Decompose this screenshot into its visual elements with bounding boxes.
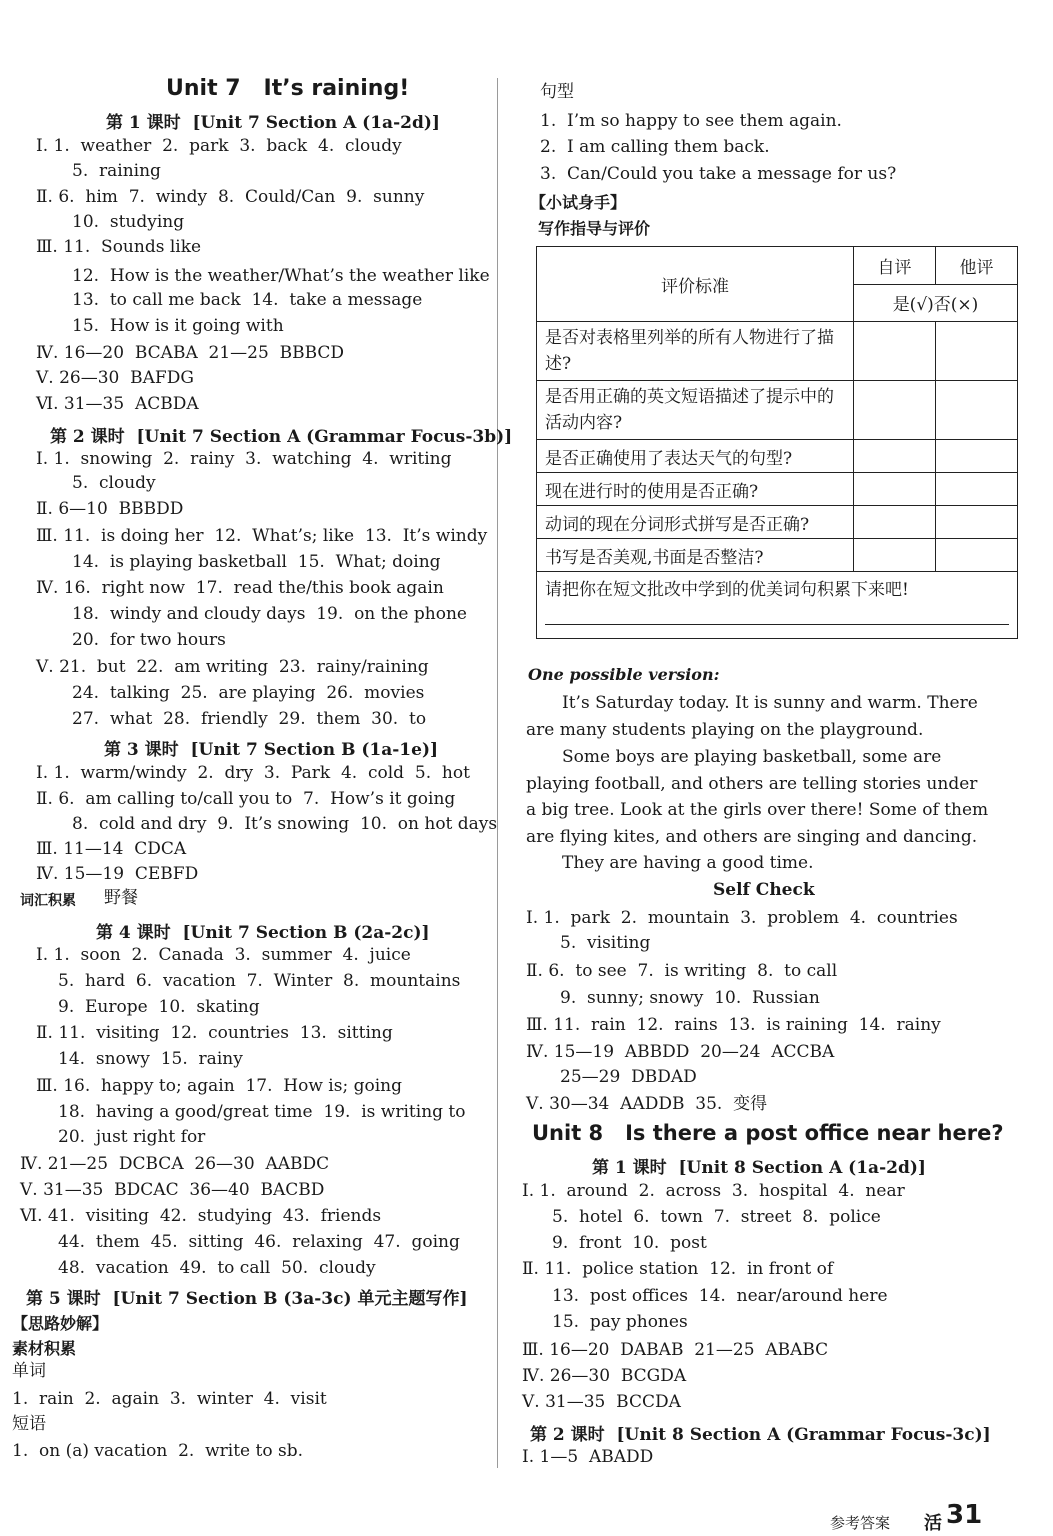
unit8-lesson2-heading: 第 2 课时 [Unit 8 Section A (Grammar Focus-3c)] xyxy=(530,1425,991,1445)
answer-line: Ⅴ. 21. but 22. am writing 23. rainy/raining xyxy=(36,657,429,677)
peer-eval-cell[interactable] xyxy=(935,322,1017,381)
answer-line: Ⅲ. 11. is doing her 12. What’s; like 13. It’s windy xyxy=(36,526,488,546)
answer-line: 5. cloudy xyxy=(72,473,156,493)
criteria-header: 评价标准 xyxy=(537,247,854,322)
answer-line: 1. I’m so happy to see them again. xyxy=(540,111,842,131)
criteria-row: 现在进行时的使用是否正确? xyxy=(537,473,854,506)
self-eval-cell[interactable] xyxy=(854,381,936,440)
version-label: One possible version: xyxy=(528,665,720,684)
unit7-title: Unit 7 It’s raining! xyxy=(166,76,410,101)
answer-line: Ⅴ. 31—35 BCCDA xyxy=(522,1392,681,1412)
answer-line: 15. pay phones xyxy=(552,1312,688,1332)
lesson1-heading: 第 1 课时 [Unit 7 Section A (1a-2d)] xyxy=(106,113,440,133)
self-eval-header: 自评 xyxy=(854,247,936,285)
vocab-label: 词汇积累 xyxy=(20,893,76,909)
answer-line: Ⅲ. 16—20 DABAB 21—25 ABABC xyxy=(522,1340,829,1360)
answer-line: 9. Europe 10. skating xyxy=(58,997,260,1017)
answer-line: 1. rain 2. again 3. winter 4. visit xyxy=(12,1389,327,1409)
answer-line: Ⅳ. 15—19 ABBDD 20—24 ACCBA xyxy=(526,1042,835,1062)
materials-heading: 素材积累 xyxy=(12,1339,77,1358)
practice-heading: 【小试身手】 xyxy=(530,193,627,212)
words-label: 单词 xyxy=(12,1361,46,1381)
answer-line: 1. on (a) vacation 2. write to sb. xyxy=(12,1441,303,1461)
essay-paragraph: They are having a good time. xyxy=(562,853,814,873)
answer-line: 8. cold and dry 9. It’s snowing 10. on hot days xyxy=(72,814,498,834)
page-number: 31 xyxy=(946,1500,983,1530)
notes-prompt: 请把你在短文批改中学到的优美词句积累下来吧! xyxy=(545,580,909,600)
lesson4-heading: 第 4 课时 [Unit 7 Section B (2a-2c)] xyxy=(96,923,430,943)
answer-line: Ⅲ. 11. Sounds like xyxy=(36,237,202,257)
answer-line: 2. I am calling them back. xyxy=(540,137,770,157)
answer-line: Ⅵ. 31—35 ACBDA xyxy=(36,394,199,414)
answer-line: Ⅴ. 26—30 BAFDG xyxy=(36,368,194,388)
essay-paragraph: Some boys are playing basketball, some are playing football, and others are telling stories under a big tree. Look at the girls over there! Some of them are flying kites, and others are singing and dancing. xyxy=(526,747,989,847)
answer-line: 5. hotel 6. town 7. street 8. police xyxy=(552,1207,881,1227)
answer-line: Ⅰ. 1. park 2. mountain 3. problem 4. countries xyxy=(526,908,958,928)
peer-eval-cell[interactable] xyxy=(935,539,1017,572)
answer-line: 10. studying xyxy=(72,212,185,232)
peer-eval-cell[interactable] xyxy=(935,506,1017,539)
unit8-lesson1-heading: 第 1 课时 [Unit 8 Section A (1a-2d)] xyxy=(592,1158,926,1178)
answer-line: 24. talking 25. are playing 26. movies xyxy=(72,683,425,703)
self-eval-cell[interactable] xyxy=(854,322,936,381)
column-divider xyxy=(497,78,498,1468)
phrases-label: 短语 xyxy=(12,1414,46,1434)
criteria-row: 动词的现在分词形式拼写是否正确? xyxy=(537,506,854,539)
answer-line: 14. snowy 15. rainy xyxy=(58,1049,243,1069)
answer-line: 3. Can/Could you take a message for us? xyxy=(540,164,897,184)
answer-line: 13. post offices 14. near/around here xyxy=(552,1286,888,1306)
lesson5-heading: 第 5 课时 [Unit 7 Section B (3a-3c) 单元主题写作] xyxy=(26,1289,468,1309)
answer-line: 25—29 DBDAD xyxy=(560,1067,697,1087)
answer-line: Ⅳ. 15—19 CEBFD xyxy=(36,864,199,884)
yes-no-header: 是(√)否(×) xyxy=(854,284,1018,322)
answer-line: Ⅲ. 11—14 CDCA xyxy=(36,839,187,859)
self-check-title: Self Check xyxy=(713,880,815,900)
answer-line: 9. front 10. post xyxy=(552,1233,707,1253)
answer-line: 5. raining xyxy=(72,161,161,181)
answer-line: Ⅳ. 21—25 DCBCA 26—30 AABDC xyxy=(20,1154,330,1174)
ideas-heading: 【思路妙解】 xyxy=(12,1314,109,1333)
answer-line: Ⅵ. 41. visiting 42. studying 43. friends xyxy=(20,1206,382,1226)
answer-line: 18. having a good/great time 19. is writing to xyxy=(58,1102,466,1122)
peer-eval-cell[interactable] xyxy=(935,440,1017,473)
answer-line: 18. windy and cloudy days 19. on the phone xyxy=(72,604,467,624)
notes-line xyxy=(545,624,1009,625)
answer-line: Ⅱ. 6. him 7. windy 8. Could/Can 9. sunny xyxy=(36,187,425,207)
self-eval-cell[interactable] xyxy=(854,539,936,572)
writing-guide-heading: 写作指导与评价 xyxy=(538,219,651,238)
sentence-patterns-label: 句型 xyxy=(540,82,574,102)
criteria-row: 是否对表格里列举的所有人物进行了描述? xyxy=(537,322,854,381)
self-eval-cell[interactable] xyxy=(854,506,936,539)
answer-line: Ⅳ. 26—30 BCGDA xyxy=(522,1366,687,1386)
answer-line: Ⅱ. 6. am calling to/call you to 7. How’s it going xyxy=(36,789,456,809)
self-eval-cell[interactable] xyxy=(854,440,936,473)
answer-line: Ⅱ. 11. visiting 12. countries 13. sitting xyxy=(36,1023,393,1043)
criteria-row: 是否正确使用了表达天气的句型? xyxy=(537,440,854,473)
answer-line: Ⅱ. 6. to see 7. is writing 8. to call xyxy=(526,961,838,981)
evaluation-table xyxy=(536,246,1018,639)
answer-line: 15. How is it going with xyxy=(72,316,284,336)
answer-line: Ⅰ. 1. soon 2. Canada 3. summer 4. juice xyxy=(36,945,411,965)
answer-line: Ⅴ. 30—34 AADDB 35. 变得 xyxy=(526,1094,768,1114)
answer-line: Ⅱ. 6—10 BBBDD xyxy=(36,499,184,519)
answer-line: 44. them 45. sitting 46. relaxing 47. going xyxy=(58,1232,460,1252)
answer-line: Ⅰ. 1. snowing 2. rainy 3. watching 4. writing xyxy=(36,449,452,469)
peer-eval-cell[interactable] xyxy=(935,473,1017,506)
lesson3-heading: 第 3 课时 [Unit 7 Section B (1a-1e)] xyxy=(104,740,439,760)
answer-line: 9. sunny; snowy 10. Russian xyxy=(560,988,820,1008)
answer-line: Ⅲ. 11. rain 12. rains 13. is raining 14. rainy xyxy=(526,1015,941,1035)
peer-eval-cell[interactable] xyxy=(935,381,1017,440)
answer-line: Ⅰ. 1. weather 2. park 3. back 4. cloudy xyxy=(36,136,402,156)
answer-line: Ⅱ. 11. police station 12. in front of xyxy=(522,1259,834,1279)
notes-row[interactable] xyxy=(537,572,1018,639)
answer-line: 20. for two hours xyxy=(72,630,226,650)
criteria-row: 是否用正确的英文短语描述了提示中的活动内容? xyxy=(537,381,854,440)
answer-line: Ⅳ. 16. right now 17. read the/this book again xyxy=(36,578,444,598)
lesson2-heading: 第 2 课时 [Unit 7 Section A (Grammar Focus-3b)] xyxy=(50,427,513,447)
footer-label: 参考答案 xyxy=(830,1514,891,1532)
answer-line: 12. How is the weather/What’s the weather like xyxy=(72,266,490,286)
answer-line: Ⅰ. 1—5 ABADD xyxy=(522,1447,654,1467)
self-eval-cell[interactable] xyxy=(854,473,936,506)
unit8-title: Unit 8 Is there a post office near here? xyxy=(532,1121,1004,1145)
footer-book: 活 xyxy=(924,1513,942,1534)
answer-line: 5. hard 6. vacation 7. Winter 8. mountains xyxy=(58,971,461,991)
answer-line: Ⅰ. 1. around 2. across 3. hospital 4. near xyxy=(522,1181,905,1201)
essay-paragraph: It’s Saturday today. It is sunny and warm. There are many students playing on the playground. xyxy=(526,693,978,740)
answer-line: Ⅳ. 16—20 BCABA 21—25 BBBCD xyxy=(36,343,345,363)
answer-line: Ⅰ. 1. warm/windy 2. dry 3. Park 4. cold 5. hot xyxy=(36,763,470,783)
answer-line: 27. what 28. friendly 29. them 30. to xyxy=(72,709,427,729)
criteria-row: 书写是否美观,书面是否整洁? xyxy=(537,539,854,572)
answer-line: 14. is playing basketball 15. What; doing xyxy=(72,552,441,572)
peer-eval-header: 他评 xyxy=(935,247,1017,285)
vocab-value: 野餐 xyxy=(104,888,138,908)
answer-line: 13. to call me back 14. take a message xyxy=(72,290,423,310)
answer-line: 5. visiting xyxy=(560,933,651,953)
answer-line: 20. just right for xyxy=(58,1127,206,1147)
answer-line: Ⅲ. 16. happy to; again 17. How is; going xyxy=(36,1076,402,1096)
answer-line: Ⅴ. 31—35 BDCAC 36—40 BACBD xyxy=(20,1180,325,1200)
answer-line: 48. vacation 49. to call 50. cloudy xyxy=(58,1258,376,1278)
